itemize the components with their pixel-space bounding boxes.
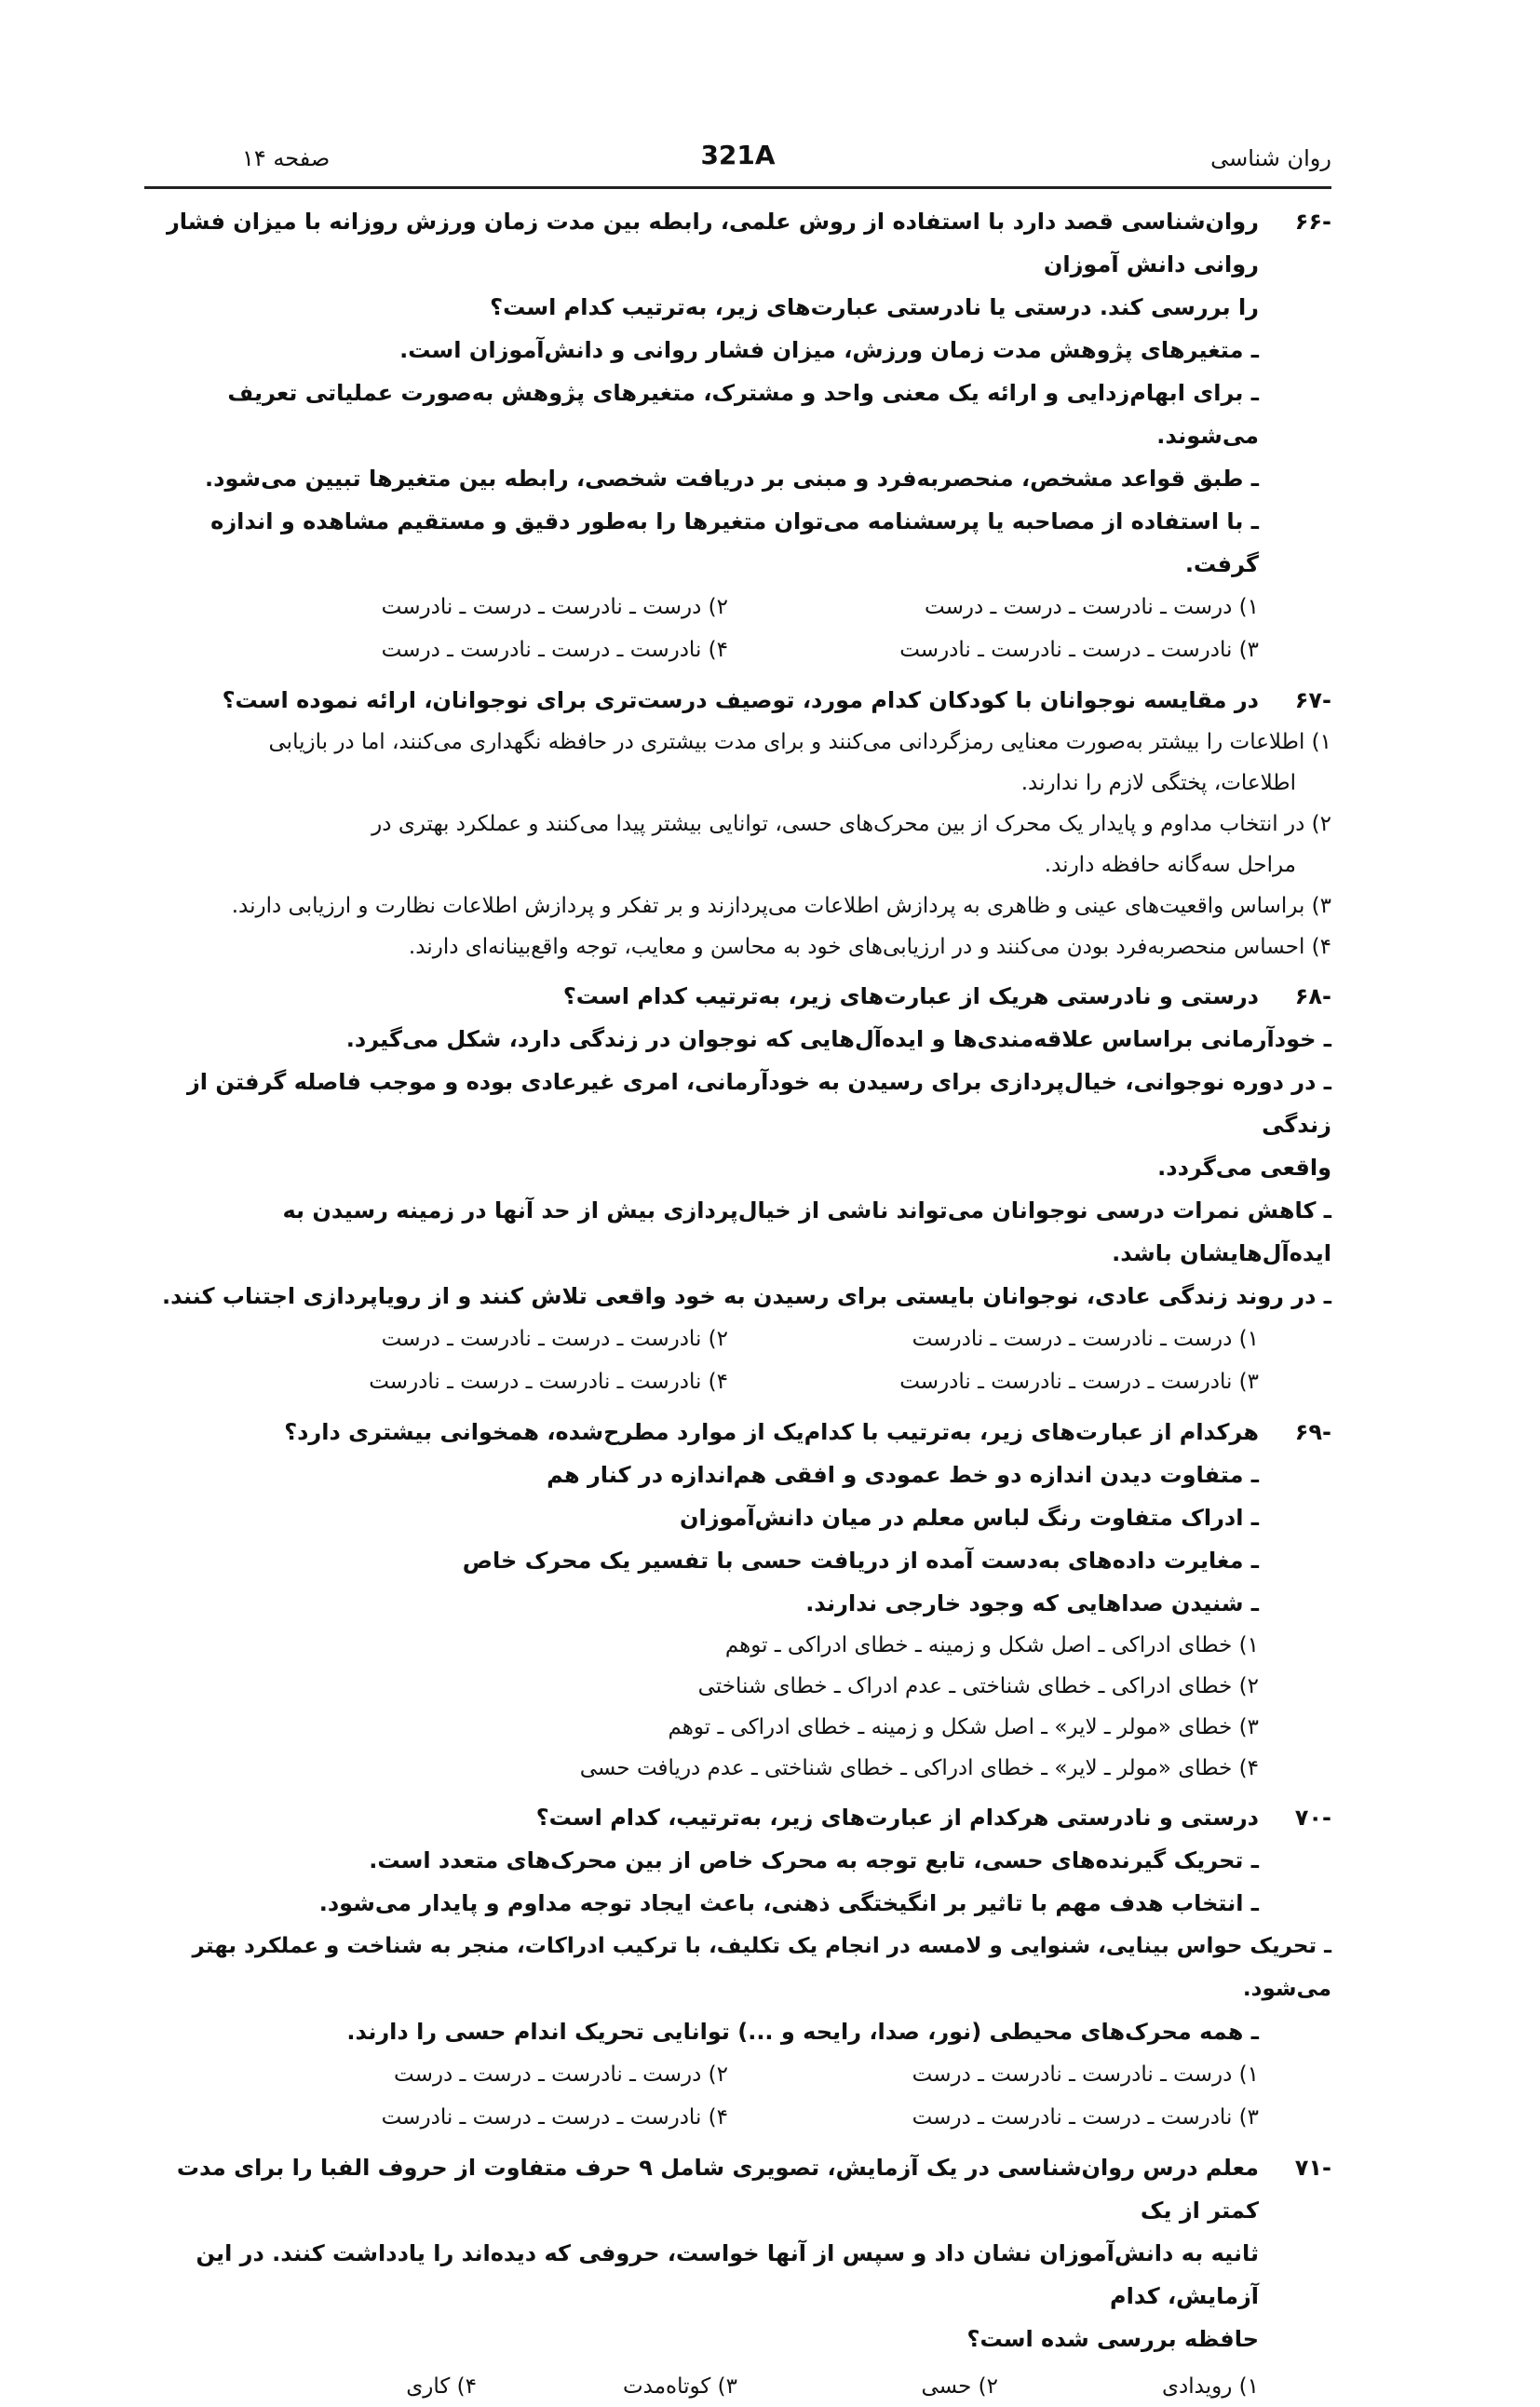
question-number: -۶۹ (1294, 1419, 1331, 1445)
question-number: -۶۷ (1294, 687, 1331, 713)
statement: ـ انتخاب هدف مهم با تاثیر بر انگیختگی ذهنی، باعث ایجاد توجه مداوم و پایدار می‌شود. (318, 1890, 1259, 1916)
statement: ـ تحریک حواس بینایی، شنوایی و لامسه در انجام یک تکلیف، با ترکیب ادراکات، منجر به شناخت و عملکرد بهتر می‌شود. (192, 1934, 1331, 2001)
option-4[interactable] (144, 926, 1331, 967)
option-text: ۲) در انتخاب مداوم و پایدار یک محرک از بین محرک‌های حسی، توانایی بیشتر پیدا می‌کنند و عملکرد بهتری در (371, 812, 1331, 836)
question-text: ثانیه به دانش‌آموزان نشان داد و سپس از آنها خواست، حروفی که دیده‌اند را یادداشت کنند. در این آزمایش، کدام (196, 2240, 1259, 2309)
question-number: -۶۶ (1294, 209, 1331, 235)
option-1[interactable]: ۱) درست ـ نادرست ـ درست ـ درست (925, 595, 1259, 619)
statement: ـ متفاوت دیدن اندازه دو خط عمودی و افقی هم‌اندازه در کنار هم (547, 1462, 1259, 1488)
option-3[interactable]: ۳) نادرست ـ درست ـ نادرست ـ نادرست (899, 1370, 1259, 1394)
option-4[interactable]: ۴) نادرست ـ درست ـ نادرست ـ درست (381, 638, 728, 662)
option-2[interactable] (144, 804, 1331, 886)
question-68-statements (144, 1018, 1331, 1318)
statement: ـ طبق قواعد مشخص، منحصربه‌فرد و مبنی بر دریافت شخصی، رابطه بین متغیرها تبیین می‌شود. (205, 466, 1259, 492)
option-continuation: مراحل سه‌گانه حافظه دارند. (1044, 853, 1296, 877)
option-2[interactable]: ۲) خطای ادراکی ـ خطای شناختی ـ عدم ادراک ـ خطای شناختی (697, 1674, 1259, 1698)
option-text: ۳) براساس واقعیت‌های عینی و ظاهری به پردازش اطلاعات می‌پردازند و بر تفکر و پردازش اطلاعات نظارت و ارزیابی دارند. (231, 894, 1331, 918)
question-text: حافظه بررسی شده است؟ (966, 2326, 1259, 2352)
options (144, 586, 1259, 671)
question-number: -۷۰ (1294, 1805, 1331, 1831)
statement: ـ متغیرهای پژوهش مدت زمان ورزش، میزان فشار روانی و دانش‌آموزان است. (399, 337, 1259, 363)
option-3[interactable]: ۳) کوتاه‌مدت (623, 2374, 737, 2399)
question-70-rest (144, 2010, 1331, 2139)
statement: ـ همه محرک‌های محیطی (نور، صدا، رایحه و ...) توانایی تحریک اندام حسی را دارند. (346, 2019, 1259, 2045)
page-number: صفحه ۱۴ (242, 145, 331, 171)
option-text: ۱) اطلاعات را بیشتر به‌صورت معنایی رمزگردانی می‌کنند و برای مدت بیشتری در حافظه نگهداری می‌کنند، اما در بازیابی (268, 730, 1331, 754)
option-1[interactable] (144, 722, 1331, 804)
question-text: در مقایسه نوجوانان با کودکان کدام مورد، توصیف درست‌تری برای نوجوانان، ارائه نموده است؟ (222, 687, 1259, 713)
page-header (144, 138, 1331, 189)
option-3[interactable] (144, 886, 1331, 926)
statement: واقعی می‌گردد. (1157, 1155, 1331, 1181)
question-68-options (144, 1318, 1331, 1403)
question-70-statements-wide (144, 1925, 1331, 2010)
option-1[interactable]: ۱) رویدادی (1162, 2374, 1259, 2399)
option-3[interactable]: ۳) خطای «مولر ـ لایر» ـ اصل شکل و زمینه ـ خطای ادراکی ـ توهم (668, 1715, 1259, 1739)
options (144, 2053, 1259, 2139)
question-67 (144, 679, 1331, 722)
question-text: هرکدام از عبارت‌های زیر، به‌ترتیب با کدام‌یک از موارد مطرح‌شده، همخوانی بیشتری دارد؟ (284, 1419, 1259, 1445)
question-text: درستی و نادرستی هریک از عبارت‌های زیر، به‌ترتیب کدام است؟ (562, 983, 1259, 1009)
question-70 (144, 1796, 1331, 1925)
option-4[interactable]: ۴) نادرست ـ درست ـ درست ـ نادرست (381, 2105, 728, 2130)
booklet-code: 321A (700, 140, 776, 170)
question-66 (144, 200, 1331, 671)
question-text: را بررسی کند. درستی یا نادرستی عبارت‌های زیر، به‌ترتیب کدام است؟ (490, 294, 1259, 320)
statement: ـ خودآرمانی براساس علاقه‌مندی‌ها و ایده‌آل‌هایی که نوجوان در زندگی دارد، شکل می‌گیرد. (345, 1026, 1331, 1052)
option-1[interactable]: ۱) درست ـ نادرست ـ نادرست ـ درست (912, 2062, 1259, 2087)
option-4[interactable]: ۴) خطای «مولر ـ لایر» ـ خطای ادراکی ـ خطای شناختی ـ عدم دریافت حسی (579, 1756, 1259, 1780)
option-2[interactable]: ۲) حسی (921, 2374, 998, 2399)
statement: ـ در دوره نوجوانی، خیال‌پردازی برای رسیدن به خودآرمانی، امری غیرعادی بوده و موجب فاصله گرفتن از زندگی (186, 1069, 1331, 1138)
question-69 (144, 1411, 1331, 1789)
question-text: درستی و نادرستی هرکدام از عبارت‌های زیر، به‌ترتیب، کدام است؟ (535, 1805, 1259, 1831)
statement: ـ در روند زندگی عادی، نوجوانان بایستی برای رسیدن به خود واقعی تلاش کنند و از رویاپردازی اجتناب کنند. (162, 1283, 1331, 1309)
option-4[interactable]: ۴) نادرست ـ نادرست ـ درست ـ نادرست (369, 1370, 728, 1394)
option-continuation: اطلاعات، پختگی لازم را ندارند. (1020, 771, 1296, 795)
option-2[interactable]: ۲) درست ـ نادرست ـ درست ـ نادرست (381, 595, 728, 619)
option-2[interactable]: ۲) نادرست ـ درست ـ نادرست ـ درست (381, 1327, 728, 1351)
subject-title: روان شناسی (1210, 145, 1331, 171)
statement: ـ تحریک گیرنده‌های حسی، تابع توجه به محرک خاص از بین محرک‌های متعدد است. (369, 1847, 1259, 1873)
statement: ـ با استفاده از مصاحبه یا پرسشنامه می‌توان متغیرها را به‌طور دقیق و مستقیم مشاهده و اندازه گرفت. (210, 508, 1259, 577)
option-3[interactable]: ۳) نادرست ـ درست ـ نادرست ـ نادرست (899, 638, 1259, 662)
exam-page (144, 138, 1331, 2407)
statement: ـ برای ابهام‌زدایی و ارائه یک معنی واحد و مشترک، متغیرهای پژوهش به‌صورت عملیاتی تعریف می‌شوند. (227, 380, 1259, 449)
question-text: روان‌شناسی قصد دارد با استفاده از روش علمی، رابطه بین مدت زمان ورزش روزانه با میزان فشار روانی دانش آموزان (166, 209, 1259, 277)
option-2[interactable]: ۲) درست ـ نادرست ـ درست ـ درست (394, 2062, 728, 2087)
question-71 (144, 2146, 1331, 2407)
question-number: -۷۱ (1294, 2155, 1331, 2181)
question-text: معلم درس روان‌شناسی در یک آزمایش، تصویری شامل ۹ حرف متفاوت از حروف الفبا را برای مدت کمتر از یک (176, 2155, 1259, 2224)
statement: ـ ادراک متفاوت رنگ لباس معلم در میان دانش‌آموزان (680, 1505, 1259, 1531)
statement: ـ مغایرت داده‌های به‌دست آمده از دریافت حسی با تفسیر یک محرک خاص (462, 1548, 1259, 1574)
option-3[interactable]: ۳) نادرست ـ درست ـ نادرست ـ درست (912, 2105, 1259, 2130)
question-67-options (144, 722, 1331, 967)
question-number: -۶۸ (1294, 983, 1331, 1009)
option-1[interactable]: ۱) درست ـ نادرست ـ درست ـ نادرست (912, 1327, 1259, 1351)
option-4[interactable]: ۴) کاری (406, 2374, 477, 2399)
question-68 (144, 975, 1331, 1018)
options (144, 2366, 1259, 2407)
statement: ـ شنیدن صداهایی که وجود خارجی ندارند. (805, 1590, 1259, 1616)
option-text: ۴) احساس منحصربه‌فرد بودن می‌کنند و در ارزیابی‌های خود به محاسن و معایب، توجه واقع‌بینانه‌ای دارند. (408, 935, 1331, 959)
option-1[interactable]: ۱) خطای ادراکی ـ اصل شکل و زمینه ـ خطای ادراکی ـ توهم (724, 1633, 1259, 1657)
statement: ـ کاهش نمرات درسی نوجوانان می‌تواند ناشی از خیال‌پردازی بیش از حد آنها در زمینه رسیدن به ایده‌آل‌هایشان باشد. (282, 1197, 1331, 1266)
